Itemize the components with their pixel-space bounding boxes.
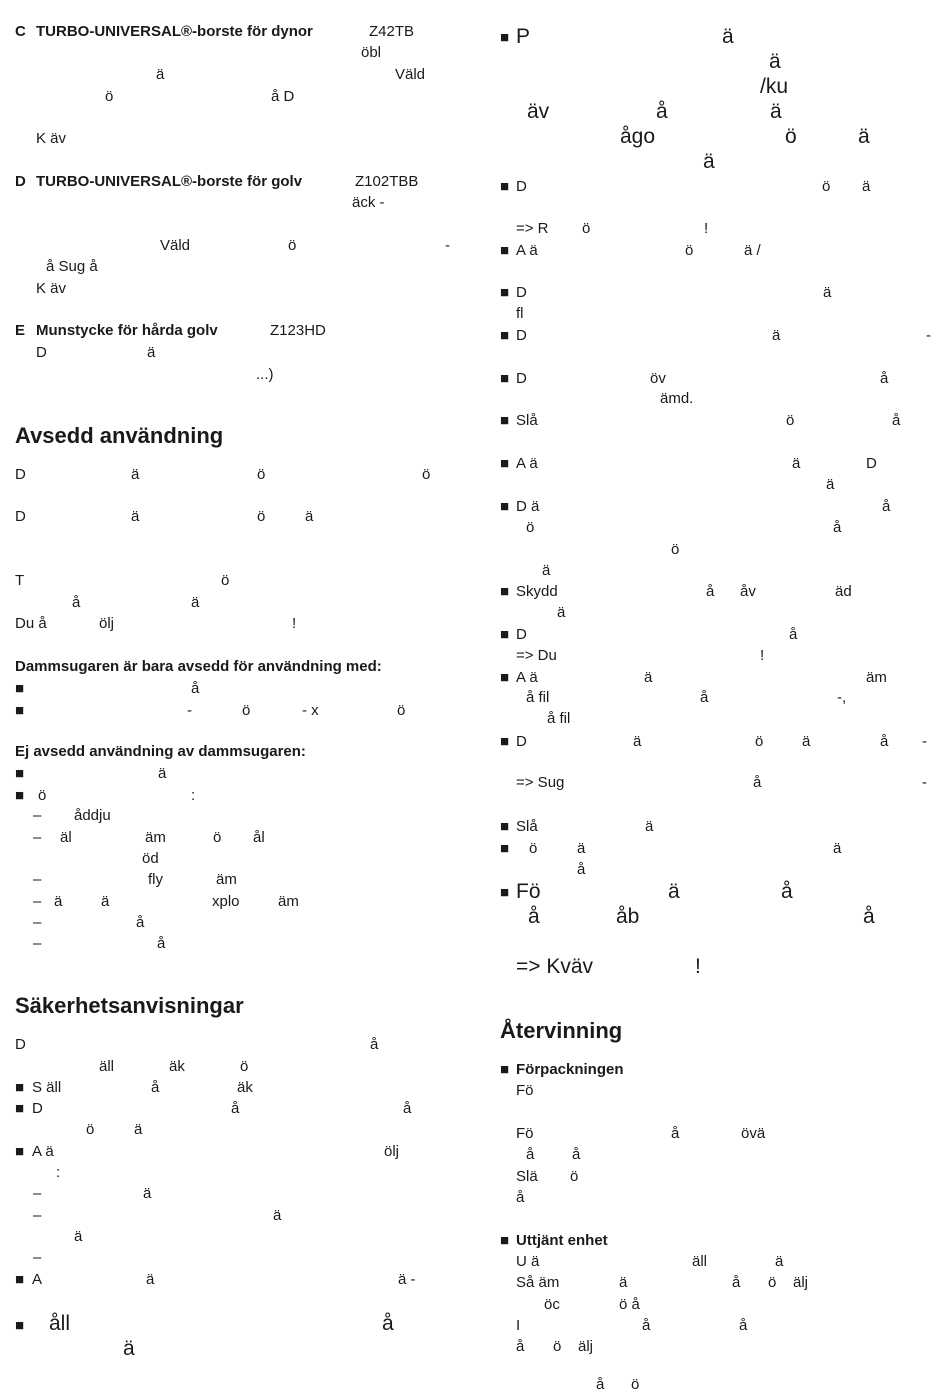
list-item: åv: [740, 583, 756, 600]
list-item: å: [882, 498, 891, 515]
atervinning-text: ä: [619, 1274, 628, 1291]
dash-icon: –: [33, 935, 42, 952]
list-item: å: [706, 583, 715, 600]
list-item: D: [866, 455, 877, 472]
list-item: ä: [542, 562, 551, 579]
list-item: - x: [302, 702, 319, 719]
atervinning-text: älj: [793, 1274, 809, 1291]
list-item: ä: [823, 284, 832, 301]
atervinning-text: å: [596, 1376, 605, 1393]
section-c-text: öbl: [361, 44, 382, 61]
warning-text: ä: [769, 50, 781, 73]
list-item: -: [187, 702, 192, 719]
list-item: -: [926, 327, 931, 344]
sub-list-item: äm: [216, 871, 237, 888]
atervinning-text: älj: [578, 1338, 594, 1355]
list-item: D: [516, 370, 527, 387]
dash-icon: –: [33, 871, 42, 888]
subheading-forpackningen: Förpackningen: [516, 1061, 624, 1078]
section-e-letter: E: [15, 322, 26, 339]
bullet-icon: ■: [500, 242, 510, 259]
atervinning-text: å: [516, 1338, 525, 1355]
bullet-icon: ■: [500, 884, 510, 901]
atervinning-text: å: [572, 1146, 581, 1163]
bullet-icon: ■: [500, 455, 510, 472]
section-e-text: D: [36, 344, 47, 361]
heading-bara-avsedd: Dammsugaren är bara avsedd för användning med:: [15, 658, 382, 675]
list-item: S äll: [32, 1079, 62, 1096]
list-item: -,: [837, 689, 847, 706]
avsedd-text: ä: [131, 466, 140, 483]
section-d-text: äck -: [352, 194, 385, 211]
list-item: ä: [772, 327, 781, 344]
list-item: D: [32, 1100, 43, 1117]
section-d-text: K äv: [36, 280, 67, 297]
saker-text: D: [15, 1036, 26, 1053]
section-d-code: Z102TBB: [355, 173, 419, 190]
list-item: !: [760, 647, 765, 664]
list-item: ö: [86, 1121, 95, 1138]
atervinning-text: Så äm: [516, 1274, 560, 1291]
list-item: Slå: [516, 818, 538, 835]
warning-text: å: [382, 1312, 394, 1335]
atervinning-text: å: [732, 1274, 741, 1291]
sub-list-item: ä: [74, 1228, 83, 1245]
list-item: ä: [645, 818, 654, 835]
atervinning-text: övä: [741, 1125, 766, 1142]
atervinning-text: ö å: [619, 1296, 640, 1313]
section-d-text: å Sug å: [46, 258, 98, 275]
sub-list-item: ä: [54, 893, 63, 910]
warning-text: å: [863, 905, 875, 928]
section-e-title: Munstycke för hårda golv: [36, 322, 218, 339]
warning-text: ä: [123, 1337, 135, 1360]
list-item: ä: [826, 476, 835, 493]
warning-text: ä: [722, 25, 734, 48]
warning-text: ä: [770, 100, 782, 123]
bullet-icon: ■: [500, 498, 510, 515]
list-item: ö: [786, 412, 795, 429]
list-item: -: [922, 774, 927, 791]
list-item: D ä: [516, 498, 540, 515]
list-item: Skydd: [516, 583, 558, 600]
section-d-text: Väld: [160, 237, 191, 254]
section-c-text: ä: [156, 66, 165, 83]
list-item: ö: [526, 519, 535, 536]
sub-list-item: ä: [101, 893, 110, 910]
heading-avsedd-anvandning: Avsedd användning: [15, 423, 224, 448]
list-item: D: [516, 284, 527, 301]
list-item: ämd.: [660, 390, 694, 407]
bullet-icon: ■: [500, 583, 510, 600]
warning-text: åll: [49, 1312, 71, 1335]
warning-text: P: [516, 25, 531, 48]
sub-list-item: äm: [278, 893, 299, 910]
bullet-icon: ■: [15, 1317, 25, 1334]
avsedd-text: D: [15, 508, 26, 525]
avsedd-text: ö: [422, 466, 431, 483]
list-item: å: [403, 1100, 412, 1117]
avsedd-text: ä: [131, 508, 140, 525]
sub-list-item: öd: [142, 850, 159, 867]
bullet-icon: ■: [500, 327, 510, 344]
warning-text: å: [781, 880, 793, 903]
list-item: A ä: [32, 1143, 54, 1160]
atervinning-text: ö: [553, 1338, 562, 1355]
heading-atervinning: Återvinning: [500, 1018, 623, 1043]
list-item: ö: [38, 787, 47, 804]
list-item: => Sug: [516, 774, 565, 791]
list-item: å: [753, 774, 762, 791]
atervinning-text: Fö: [516, 1082, 534, 1099]
warning-text: !: [695, 955, 701, 978]
list-item: å: [231, 1100, 240, 1117]
list-item: D: [516, 626, 527, 643]
list-item: A: [32, 1271, 43, 1288]
section-d-text: ö: [288, 237, 297, 254]
saker-text: äk: [169, 1058, 185, 1075]
section-c-text: Väld: [395, 66, 426, 83]
bullet-icon: ■: [15, 702, 25, 719]
atervinning-text: å: [526, 1146, 535, 1163]
list-item: Slå: [516, 412, 538, 429]
list-item: å: [700, 689, 709, 706]
bullet-icon: ■: [15, 1271, 25, 1288]
atervinning-text: ö: [570, 1168, 579, 1185]
avsedd-text: ö: [257, 508, 266, 525]
bullet-icon: ■: [15, 1079, 25, 1096]
list-item: :: [56, 1164, 61, 1181]
section-d-text: -: [445, 237, 450, 254]
section-e-code: Z123HD: [270, 322, 326, 339]
list-item: äk: [237, 1079, 253, 1096]
atervinning-text: å: [642, 1317, 651, 1334]
atervinning-text: ö: [631, 1376, 640, 1393]
warning-text: äv: [527, 100, 550, 123]
section-c-text: ö: [105, 88, 114, 105]
list-item: A ä: [516, 455, 538, 472]
list-item: ä: [577, 840, 586, 857]
avsedd-text: T: [15, 572, 25, 589]
section-c-title: TURBO-UNIVERSAL®-borste för dynor: [36, 23, 313, 40]
section-c-code: Z42TB: [369, 23, 415, 40]
bullet-icon: ■: [500, 669, 510, 686]
list-item: => R: [516, 220, 549, 237]
section-e-text: ...): [256, 366, 274, 383]
atervinning-text: Fö: [516, 1125, 534, 1142]
sub-list-item: ä: [273, 1207, 282, 1224]
bullet-icon: ■: [500, 840, 510, 857]
atervinning-text: å: [671, 1125, 680, 1142]
list-item: !: [704, 220, 709, 237]
section-c-text: å D: [271, 88, 295, 105]
warning-text: ågo: [620, 125, 656, 148]
section-e-text: ä: [147, 344, 156, 361]
bullet-icon: ■: [15, 765, 25, 782]
list-item: A ä: [516, 669, 538, 686]
list-item: å: [880, 370, 889, 387]
sub-list-item: å: [157, 935, 166, 952]
atervinning-text: öc: [544, 1296, 560, 1313]
saker-text: å: [370, 1036, 379, 1053]
sub-list-item: åddju: [74, 807, 111, 824]
list-item: ö: [529, 840, 538, 857]
atervinning-text: å: [739, 1317, 748, 1334]
list-item: ö: [685, 242, 694, 259]
avsedd-text: ö: [257, 466, 266, 483]
list-item: D: [516, 327, 527, 344]
list-item: A ä: [516, 242, 538, 259]
list-item: ä: [134, 1121, 143, 1138]
dash-icon: –: [33, 914, 42, 931]
bullet-icon: ■: [15, 787, 25, 804]
list-item: ä: [833, 840, 842, 857]
warning-text: åb: [616, 905, 640, 928]
list-item: ö: [671, 541, 680, 558]
list-item: å fil: [526, 689, 550, 706]
list-item: ö: [242, 702, 251, 719]
warning-text: /ku: [760, 75, 789, 98]
list-item: å: [833, 519, 842, 536]
dash-icon: –: [33, 1207, 42, 1224]
atervinning-text: Slä: [516, 1168, 538, 1185]
sub-list-item: äm: [145, 829, 166, 846]
bullet-icon: ■: [500, 818, 510, 835]
sub-list-item: äl: [60, 829, 72, 846]
dash-icon: –: [33, 1249, 42, 1266]
bullet-icon: ■: [15, 1143, 25, 1160]
list-item: ölj: [384, 1143, 400, 1160]
list-item: ä: [862, 178, 871, 195]
subheading-uttjant-enhet: Uttjänt enhet: [516, 1232, 608, 1249]
bullet-icon: ■: [15, 680, 25, 697]
bullet-icon: ■: [500, 626, 510, 643]
warning-text: ä: [703, 150, 715, 173]
bullet-icon: ■: [500, 412, 510, 429]
warning-text: ä: [668, 880, 680, 903]
dash-icon: –: [33, 829, 42, 846]
list-item: äm: [866, 669, 887, 686]
bullet-icon: ■: [500, 733, 510, 750]
saker-text: ö: [240, 1058, 249, 1075]
atervinning-text: ö: [768, 1274, 777, 1291]
warning-text: ä: [858, 125, 870, 148]
sub-list-item: ö: [213, 829, 222, 846]
heading-sakerhetsanvisningar: Säkerhetsanvisningar: [15, 993, 244, 1018]
list-item: ö: [755, 733, 764, 750]
list-item: => Du: [516, 647, 557, 664]
list-item: ä /: [744, 242, 761, 259]
warning-text: å: [528, 905, 540, 928]
list-item: å: [789, 626, 798, 643]
avsedd-text: ö: [221, 572, 230, 589]
list-item: ä -: [398, 1271, 416, 1288]
list-item: :: [191, 787, 196, 804]
list-item: å: [892, 412, 901, 429]
warning-text: => Kväv: [516, 955, 594, 978]
avsedd-text: ä: [305, 508, 314, 525]
dash-icon: –: [33, 807, 42, 824]
list-item: ö: [582, 220, 591, 237]
warning-text: å: [656, 100, 668, 123]
sub-list-item: ål: [253, 829, 265, 846]
avsedd-text: Du å: [15, 615, 47, 632]
list-item: å fil: [547, 710, 571, 727]
dash-icon: –: [33, 1185, 42, 1202]
dash-icon: –: [33, 893, 42, 910]
atervinning-text: U ä: [516, 1253, 540, 1270]
list-item: ä: [158, 765, 167, 782]
section-c-letter: C: [15, 23, 26, 40]
sub-list-item: ä: [143, 1185, 152, 1202]
avsedd-text: å: [72, 594, 81, 611]
bullet-icon: ■: [500, 284, 510, 301]
warning-text: ö: [785, 125, 797, 148]
list-item: ö: [822, 178, 831, 195]
heading-ej-avsedd: Ej avsedd användning av dammsugaren:: [15, 743, 306, 760]
avsedd-text: !: [292, 615, 297, 632]
list-item: äd: [835, 583, 852, 600]
list-item: D: [516, 733, 527, 750]
atervinning-text: äll: [692, 1253, 708, 1270]
avsedd-text: ölj: [99, 615, 115, 632]
atervinning-text: å: [516, 1189, 525, 1206]
list-item: å: [191, 680, 200, 697]
list-item: fl: [516, 305, 524, 322]
list-item: ä: [633, 733, 642, 750]
saker-text: äll: [99, 1058, 115, 1075]
list-item: ö: [397, 702, 406, 719]
list-item: ä: [644, 669, 653, 686]
section-d-letter: D: [15, 173, 26, 190]
list-item: ä: [802, 733, 811, 750]
list-item: ä: [792, 455, 801, 472]
bullet-icon: ■: [500, 1061, 510, 1078]
list-item: å: [880, 733, 889, 750]
atervinning-text: ä: [775, 1253, 784, 1270]
list-item: D: [516, 178, 527, 195]
bullet-icon: ■: [500, 29, 510, 46]
list-item: öv: [650, 370, 666, 387]
bullet-icon: ■: [500, 178, 510, 195]
list-item: -: [922, 733, 927, 750]
avsedd-text: ä: [191, 594, 200, 611]
list-item: ä: [557, 604, 566, 621]
list-item: ä: [146, 1271, 155, 1288]
section-c-text: K äv: [36, 130, 67, 147]
bullet-icon: ■: [500, 1232, 510, 1249]
sub-list-item: xplo: [212, 893, 240, 910]
avsedd-text: D: [15, 466, 26, 483]
list-item: å: [151, 1079, 160, 1096]
list-item: å: [577, 861, 586, 878]
sub-list-item: å: [136, 914, 145, 931]
section-d-title: TURBO-UNIVERSAL®-borste för golv: [36, 173, 303, 190]
sub-list-item: fly: [148, 871, 163, 888]
atervinning-text: I: [516, 1317, 521, 1334]
bullet-icon: ■: [500, 370, 510, 387]
warning-text: Fö: [516, 880, 541, 903]
bullet-icon: ■: [15, 1100, 25, 1117]
